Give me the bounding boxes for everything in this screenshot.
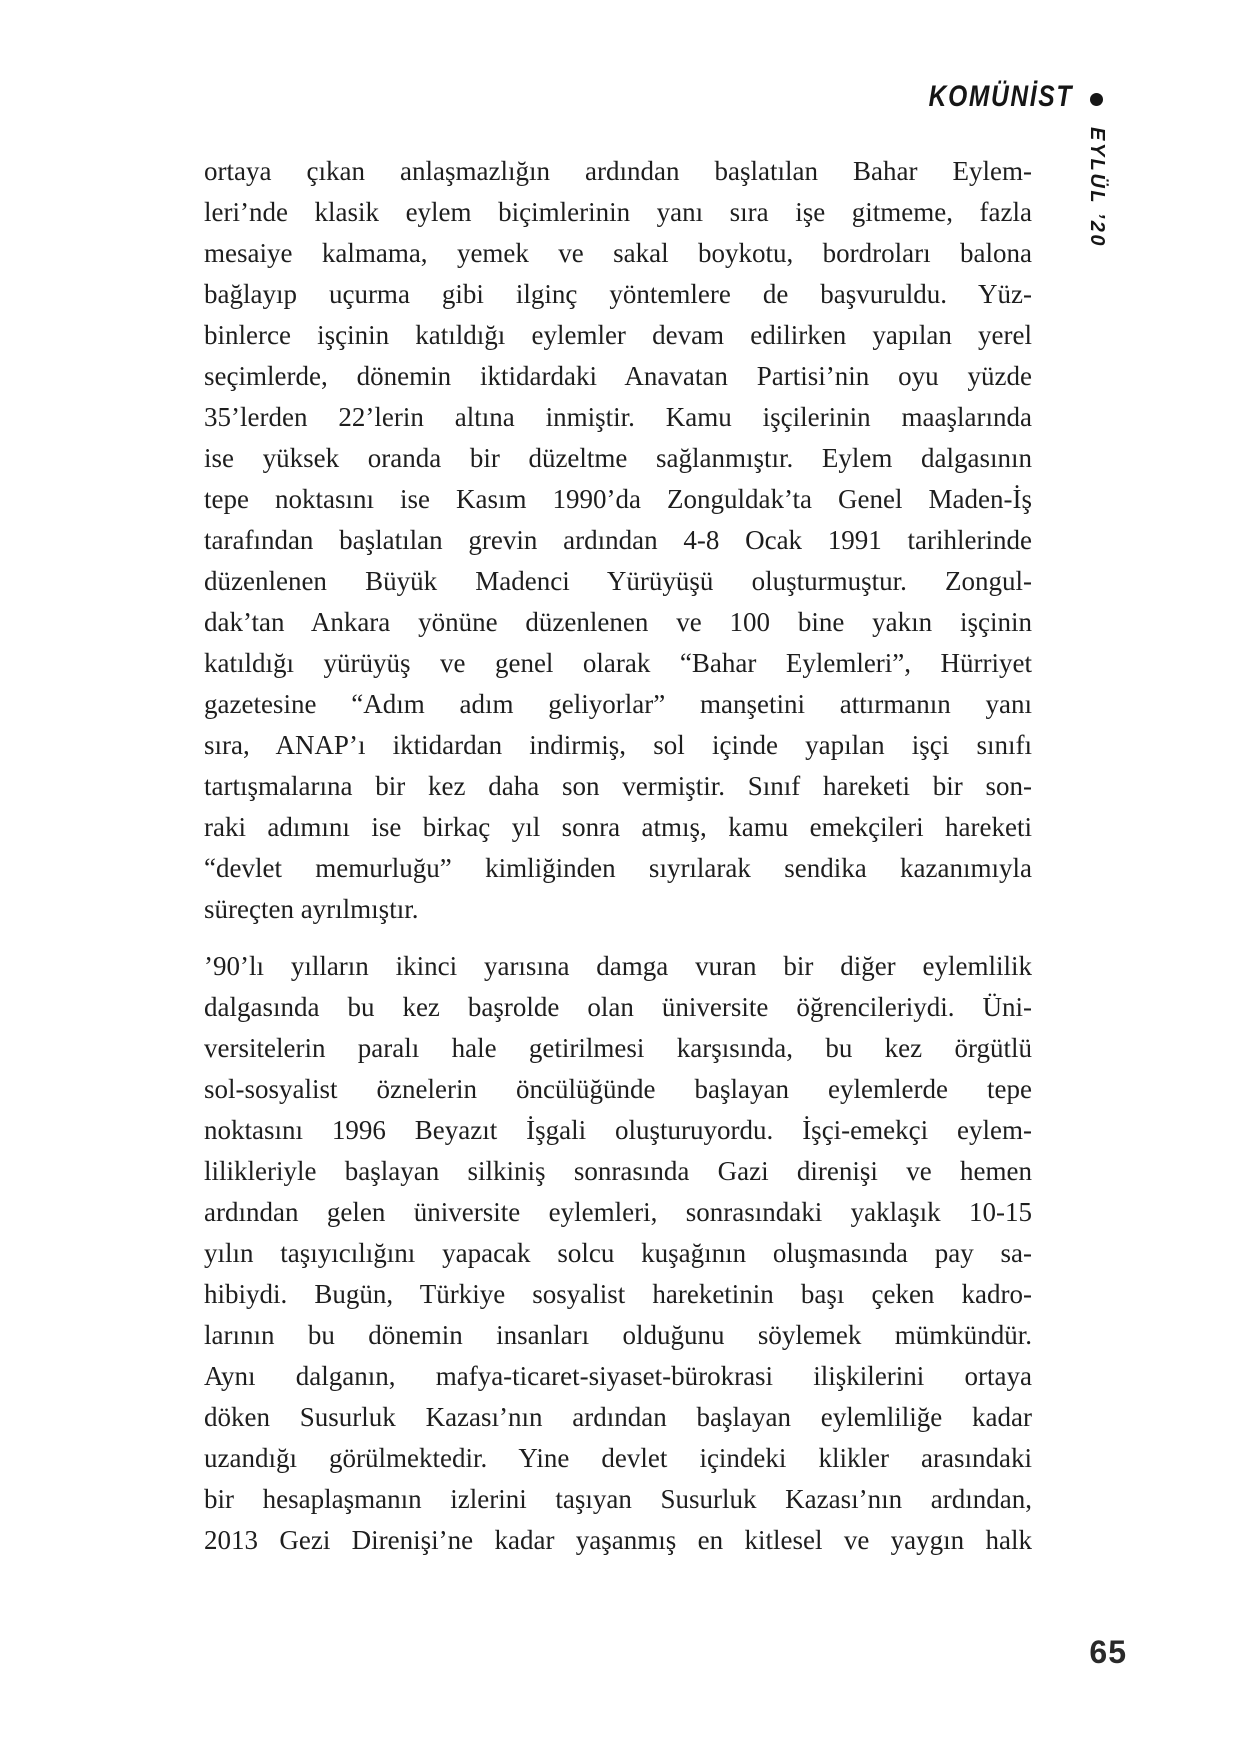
text-line: ardından gelen üniversite eylemleri, sonrasındaki yaklaşık 10-15 — [204, 1197, 1032, 1227]
text-line: binlerce işçinin katıldığı eylemler devam edilirken yapılan yerel — [204, 320, 1032, 350]
text-line: katıldığı yürüyüş ve genel olarak “Bahar Eylemleri”, Hürriyet — [204, 648, 1032, 678]
text-line: hibiydi. Bugün, Türkiye sosyalist hareketinin başı çeken kadro- — [204, 1279, 1032, 1309]
text-line: gazetesine “Adım adım geliyorlar” manşetini attırmanın yanı — [204, 689, 1032, 719]
text-line: raki adımını ise birkaç yıl sonra atmış, kamu emekçileri hareketi — [204, 812, 1032, 842]
text-line: ise yüksek oranda bir düzeltme sağlanmıştır. Eylem dalgasının — [204, 443, 1032, 473]
text-line: dak’tan Ankara yönüne düzenlenen ve 100 bine yakın işçinin — [204, 607, 1032, 637]
page-number: 65 — [1089, 1634, 1127, 1670]
text-line: ortaya çıkan anlaşmazlığın ardından başlatılan Bahar Eylem- — [204, 156, 1032, 186]
text-line: sol-sosyalist öznelerin öncülüğünde başlayan eylemlerde tepe — [204, 1074, 1032, 1104]
text-line: 2013 Gezi Direnişi’ne kadar yaşanmış en kitlesel ve yaygın halk — [204, 1525, 1032, 1555]
text-line: mesaiye kalmama, yemek ve sakal boykotu, bordroları balona — [204, 238, 1032, 268]
text-line: bağlayıp uçurma gibi ilginç yöntemlere de başvuruldu. Yüz- — [204, 279, 1032, 309]
text-line: tartışmalarına bir kez daha son vermiştir. Sınıf hareketi bir son- — [204, 771, 1032, 801]
text-line: ’90’lı yılların ikinci yarısına damga vuran bir diğer eylemlilik — [204, 951, 1032, 981]
text-line: “devlet memurluğu” kimliğinden sıyrılarak sendika kazanımıyla — [204, 853, 1032, 883]
text-line: döken Susurluk Kazası’nın ardından başlayan eylemliliğe kadar — [204, 1402, 1032, 1432]
text-line: sıra, ANAP’ı iktidardan indirmiş, sol içinde yapılan işçi sınıfı — [204, 730, 1032, 760]
text-line: uzandığı görülmektedir. Yine devlet içindeki klikler arasındaki — [204, 1443, 1032, 1473]
text-line: lilikleriyle başlayan silkiniş sonrasında Gazi direnişi ve hemen — [204, 1156, 1032, 1186]
text-line: Aynı dalganın, mafya-ticaret-siyaset-bürokrasi ilişkilerini ortaya — [204, 1361, 1032, 1391]
paragraph — [204, 946, 1032, 1561]
text-line: seçimlerde, dönemin iktidardaki Anavatan Partisi’nin oyu yüzde — [204, 361, 1032, 391]
text-line: versitelerin paralı hale getirilmesi karşısında, bu kez örgütlü — [204, 1033, 1032, 1063]
bullet-icon — [1090, 93, 1103, 106]
body-text — [204, 151, 1032, 1561]
text-line: dalgasında bu kez başrolde olan üniversite öğrencileriydi. Üni- — [204, 992, 1032, 1022]
issue-date-vertical: EYLÜL ’20 — [1086, 127, 1108, 249]
text-line: yılın taşıyıcılığını yapacak solcu kuşağının oluşmasında pay sa- — [204, 1238, 1032, 1268]
text-line: düzenlenen Büyük Madenci Yürüyüşü oluşturmuştur. Zongul- — [204, 566, 1032, 596]
text-line: leri’nde klasik eylem biçimlerinin yanı sıra işe gitmeme, fazla — [204, 197, 1032, 227]
text-line: 35’lerden 22’lerin altına inmiştir. Kamu işçilerinin maaşlarında — [204, 402, 1032, 432]
text-line: tepe noktasını ise Kasım 1990’da Zonguldak’ta Genel Maden-İş — [204, 484, 1032, 514]
paragraph — [204, 151, 1032, 930]
text-line: bir hesaplaşmanın izlerini taşıyan Susurluk Kazası’nın ardından, — [204, 1484, 1032, 1514]
page-header — [897, 80, 1103, 114]
magazine-title: KOMÜNİST — [928, 80, 1073, 113]
text-line: tarafından başlatılan grevin ardından 4-8 Ocak 1991 tarihlerinde — [204, 525, 1032, 555]
text-line: süreçten ayrılmıştır. — [204, 894, 419, 924]
text-line: noktasını 1996 Beyazıt İşgali oluşturuyordu. İşçi-emekçi eylem- — [204, 1115, 1032, 1145]
text-line: larının bu dönemin insanları olduğunu söylemek mümkündür. — [204, 1320, 1032, 1350]
